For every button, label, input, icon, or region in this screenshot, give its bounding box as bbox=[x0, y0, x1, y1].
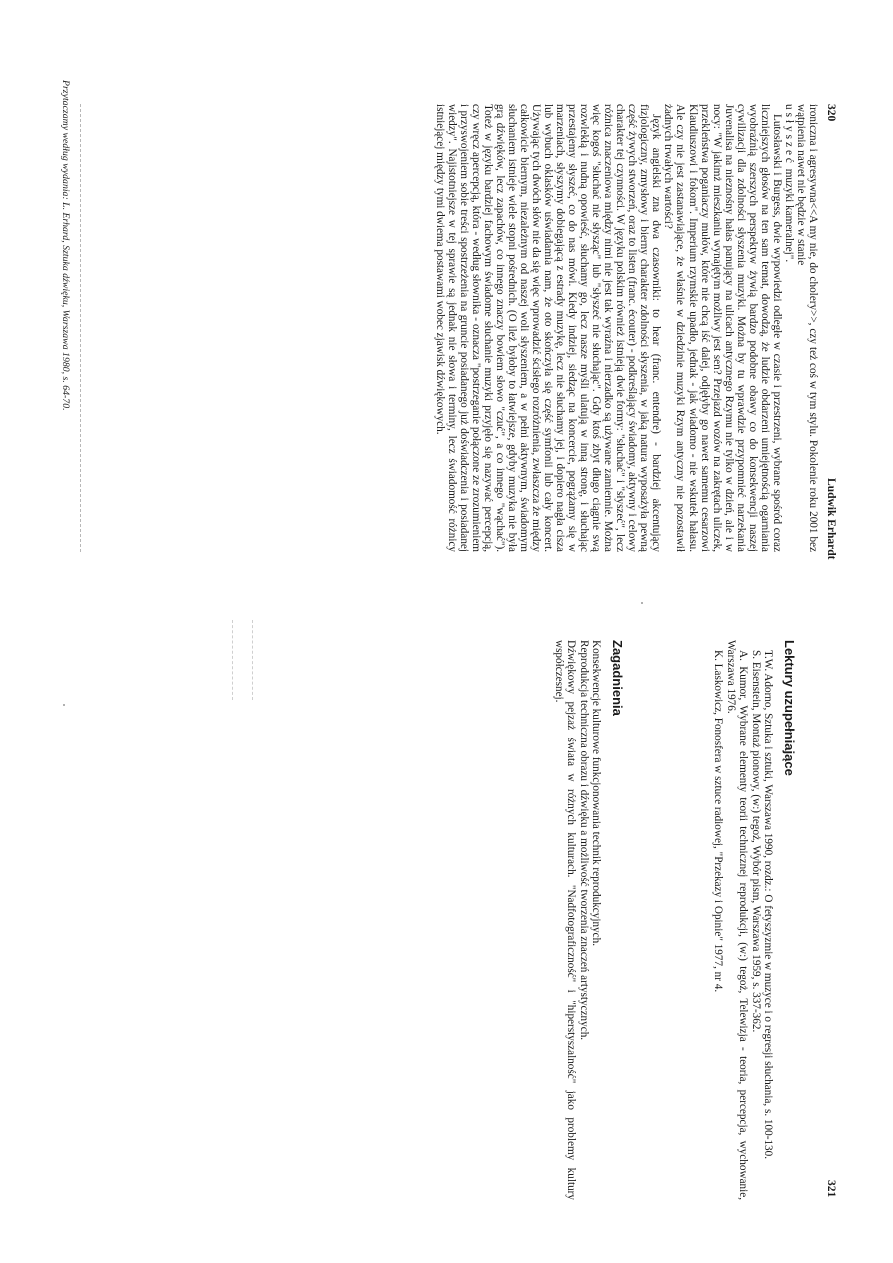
footnote-rule bbox=[80, 104, 81, 552]
running-head: Ludwik Erhardt bbox=[825, 478, 837, 560]
issue-item: Dźwiękowy pejzaż świata w różnych kulturach. "Nadfotograficzność" i "hiperstyszalność" jako problemy kultury współczesnej. bbox=[552, 640, 578, 1200]
reference-item: K. Laskowicz, Fonosfera w sztuce radiowej, "Przekazy i Opinie" 1977, nr 4. bbox=[712, 650, 725, 993]
left-text-block bbox=[434, 104, 820, 552]
lektury-section bbox=[712, 640, 797, 1200]
left-page bbox=[0, 0, 893, 620]
reference-item: T.W. Adorno, Sztuka i sztuki, Warszawa 1990, rozdz.: O fetyszyzmie w muzyce i o regresji słuchania, s. 100-130. bbox=[762, 650, 774, 1160]
scan-dash-mark bbox=[252, 620, 253, 700]
issue-item: Konsekwencje kulturowe funkcjonowania technik reprodukcyjnych. bbox=[590, 640, 602, 947]
paragraph-spaced-tail: muzyki kameralnej". bbox=[782, 168, 795, 263]
paragraph-lutoslawski: Lutosławski i Burgess, dwie wypowiedzi odległe w czasie i przestrzeni, wybrane spośród coraz liczniejszych głosów na ten sam temat, dowodzą, że ludzie obdarzeni umiejętnością ogarniania wyobraźnią szerszych perspektyw żywią bardzo podobne obawy co do konsekwencji naszej cywilizacji dla zdolności słyszenia muzyki. Można by tu wprawdzie przypomnieć narzekania Juvenalisa na nieznośny hałas panujący na ulicach antycznego Rzymu nie tylko w dzień, ale i w nocy: "W jakimż mieszkaniu wynajętym możliwy jest sen? Przejazd wozów na zakrętach uliczek, przekleństwa poganiaczy mułów, które nie chcą iść dalej, odjęłyby go nawet samemu cesarzowi Klaudiuszowi i fokom". Imperium rzymskie upadło, jednak - jak wiadomo - nie wskutek hałasu. Ale czy nie jest zastanawiające, że właśnie w dziedzinie muzyki Rzym antyczny nie pozostawił żadnych trwałych wartości? bbox=[662, 104, 783, 552]
scan-dash-mark bbox=[232, 620, 233, 700]
paragraph-spaced-line bbox=[783, 104, 795, 552]
paragraph-continued: ironiczna i agresywna<<A my nie, do cholery>>, czy też coś w tym stylu. Pokolenie roku 2001 bez wątpienia nawet nie będzie w stanie bbox=[794, 104, 819, 552]
issue-item: Reprodukcja techniczna obrazu i dźwięku a możliwość tworzenia znaczeń artystycznych. bbox=[577, 640, 590, 1041]
reference-item: S. Eisenstein, Montaż pionowy, (w:) tegoż, Wybór pism, Warszawa 1959, s. 337-362. bbox=[749, 650, 762, 1033]
scan-speck bbox=[63, 704, 65, 706]
paragraph-jezyk: Język angielski zna dwa czasowniki: to hear (franc. entendre) - bardziej akcentujący fizjologiczny, zmysłowy i bierny charakter zdolności słyszenia, w jaką natura wyposażyła pewną część żywych stworzeń, oraz to listen (franc. écouter) - podkreślający świadomy, aktywny i celowy charakter tej czynności. W języku polskim również istnieją dwie formy: "słuchać" i "słyszeć", lecz różnica znaczeniowa między nimi nie jest tak wyraźna i nierzadko są używane zamiennie. Można więc kogoś "słuchać nie słysząc" lub "słyszeć nie słuchając". Gdy ktoś zbyt długo ciągnie swą rozwlekłą i nudną opowieść, słuchamy go, lecz nasze myśli ulatują w inną stronę, i słuchając przestajemy słyszeć, co do nas mówi. Kiedy indziej, siedząc na koncercie, pogrążamy się w marzeniach, słyszymy dobiegającą z estrady muzykę, lecz nie słuchamy jej, i dopiero nagła cisza lub wybuch oklasków uświadamia nam, że oto skończyła się część symfonii lub cały koncert. Używając tych dwóch słów nie da się więc wprowadzić ścisłego rozróżnienia, zwłaszcza że między całkowicie biernym, niezależnym od naszej woli słyszeniem, a w pełni aktywnym, świadomym słuchaniem istnieje wiele stopni pośrednich. (O ileż byłoby to łatwiejsze, gdyby muzyka nie była grą dźwięków, lecz zapachów, co innego znaczy bowiem słowo "czuć", a co innego "wąchać"). Toteż w języku bardziej fachowym świadome słuchanie muzyki przyjęło się nazywać percepcją, czy wręcz apercepcją, która - według słownika - oznacza "postrzeganie połączone ze zrozumieniem i przyswojeniem sobie treści spostrzeżenia na gruncie posiadanego już doświadczenia i posiadanej wiedzy". Najistotniejsze w tej sprawie są jednak nie słowa i terminy, lecz świadomość różnicy istniejącej między tymi dwiema postawami wobec zjawisk dźwiękowych. bbox=[433, 104, 663, 552]
zagadnienia-title: Zagadnienia bbox=[610, 640, 625, 716]
right-page bbox=[0, 640, 893, 1263]
zagadnienia-section bbox=[552, 640, 625, 1200]
spaced-word: usłyszeć bbox=[782, 104, 795, 166]
reference-item: A. Kumor, Wybrane elementy teorii technicznej reprodukcji, (w:) tegoż, Telewizja - teoria, percepcja, wychowanie, Warszawa 1976. bbox=[724, 640, 750, 1200]
lektury-title: Lektury uzupełniające bbox=[782, 640, 797, 776]
footnote: Przytaczamy według wydania: L. Erhard, Sztuka dźwięku, Warszawa 1980, s. 64-70. bbox=[60, 80, 71, 411]
right-page-number: 321 bbox=[825, 1180, 837, 1198]
left-page-number: 320 bbox=[825, 104, 837, 122]
scan-speck bbox=[641, 602, 643, 604]
